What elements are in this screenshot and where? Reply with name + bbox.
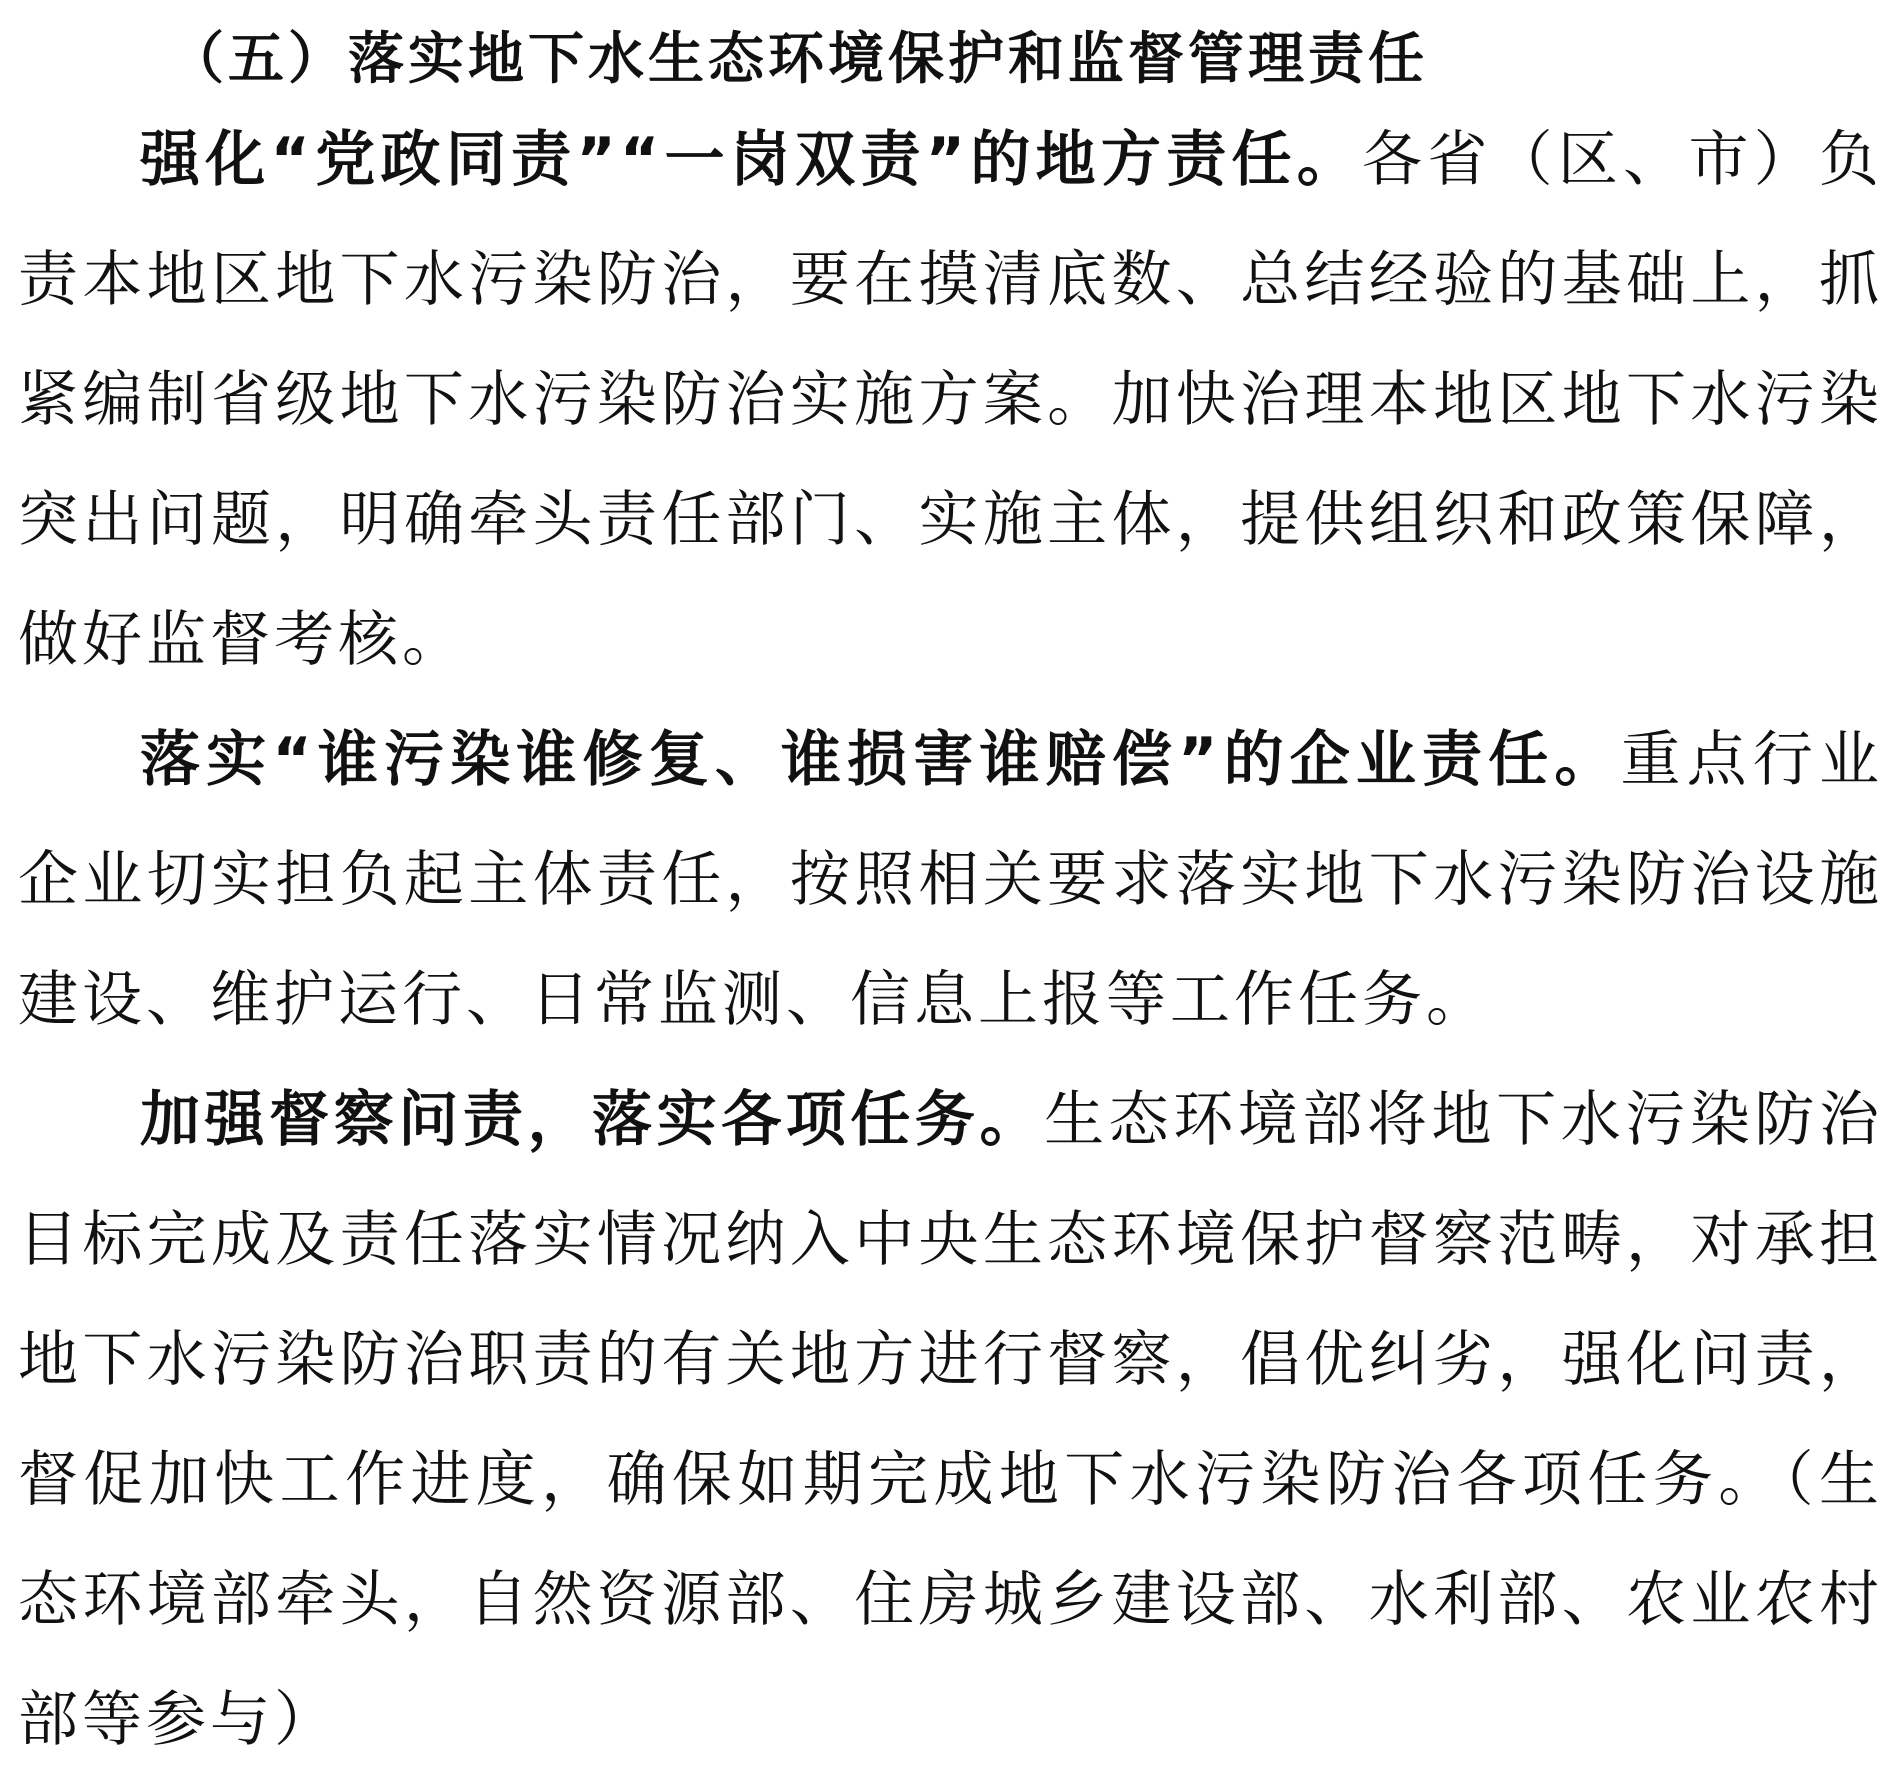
paragraph-body: 各省（区、市）负责本地区地下水污染防治，要在摸清底数、总结经验的基础上，抓紧编制省级地下水污染防治实施方案。加快治理本地区地下水污染突出问题，明确牵头责任部门、实施主体，提供组织和政策保障，做好监督考核。 bbox=[18, 125, 1884, 675]
paragraph-lead: 落实“谁污染谁修复、谁损害谁赔偿”的企业责任。 bbox=[140, 725, 1621, 795]
paragraph-enterprise-responsibility bbox=[18, 700, 1883, 1060]
paragraph-local-responsibility bbox=[18, 100, 1883, 700]
paragraph-lead: 强化“党政同责”“一岗双责”的地方责任。 bbox=[140, 125, 1363, 195]
section-heading: （五）落实地下水生态环境保护和监督管理责任 bbox=[168, 27, 1428, 92]
paragraph-body: 生态环境部将地下水污染防治目标完成及责任落实情况纳入中央生态环境保护督察范畴，对承担地下水污染防治职责的有关地方进行督察，倡优纠劣，强化问责，督促加快工作进度，确保如期完成地下水污染防治各项任务。（生态环境部牵头，自然资源部、住房城乡建设部、水利部、农业农村部等参与） bbox=[18, 1085, 1884, 1755]
paragraph-inspection-accountability bbox=[18, 1060, 1883, 1780]
paragraph-lead: 加强督察问责，落实各项任务。 bbox=[140, 1085, 1045, 1155]
paragraph-body: 重点行业企业切实担负起主体责任，按照相关要求落实地下水污染防治设施建设、维护运行、日常监测、信息上报等工作任务。 bbox=[18, 725, 1883, 1035]
